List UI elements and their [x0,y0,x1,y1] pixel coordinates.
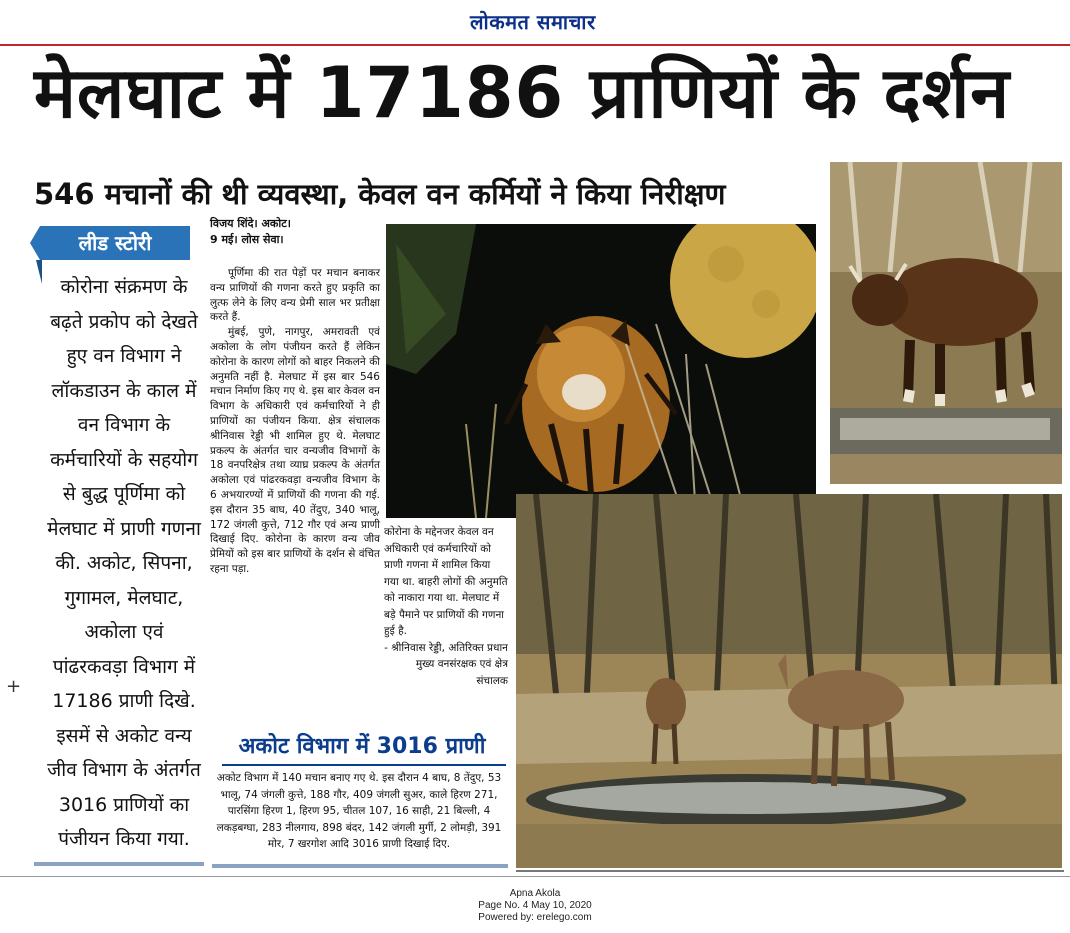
subsection-body: अकोट विभाग में 140 मचान बनाए गए थे. इस दौरान 4 बाघ, 8 तेंदुए, 53 भालू, 74 जंगली कुत्ते, 188 गौर, 409 जंगली सुअर, काले हिरण 271, पारसिंगा हिरण 1, हिरण 95, चीतल 107, 16 साही, 21 बिल्ली, 4 लकड़बग्घा, 283 नीलगाय, 898 बंदर, 142 जंगली मुर्गी, 2 लोमड़ी, 391 मोर, 7 खरगोश आदि 3016 प्राणी दिखाई दिए. [216,772,502,850]
lead-story-badge: लीड स्टोरी [40,226,190,260]
subheadline: 546 मचानों की थी व्यवस्था, केवल वन कर्मियों ने किया निरीक्षण [34,177,726,211]
subsection-divider [222,764,506,766]
deer-waterhole-photo [516,494,1062,868]
footer-divider [0,876,1070,877]
subsection-title: अकोट विभाग में 3016 प्राणी [238,734,486,759]
article-paragraph: मुंबई, पुणे, नागपुर, अमरावती एवं अकोला के लोग पंजीयन करते हैं लेकिन कोरोना के कारण लोगों को बाहर निकलने की अनुमति नहीं है. मेलघाट में इस बार 546 मचान निर्माण किए गए थे. इस बार केवल वन विभाग के अधिकारी एवं कर्मचारियों ने ही प्राणियों का पंजीयन किया. क्षेत्र संचालक श्रीनिवास रेड्डी भी शामिल हुए थे. मेलघाट प्रकल्प के अंतर्गत चार वन्यजीव विभागों के 18 वनपरिक्षेत्र तथा व्याघ्र प्रकल्प के अंतर्गत अकोला एवं पांढरकवड़ा वन्यजीव विभाग के 6 अभयारण्यों में प्राणियों की गणना की गई. इस दौरान 35 बाघ, 40 तेंदुए, 340 भालू, 172 जंगली कुत्ते, 712 गौर एवं अन्य प्राणी दिखाई दिए. कोरोना के कारण वन्य जीव प्रेमियों को इस बार प्राणियों के दर्शन से वंचित रहना पड़ा. [210,326,380,575]
quote-attribution: - श्रीनिवास रेड्डी, अतिरिक्त प्रधान मुख्य वनसंरक्षक एवं क्षेत्र संचालक [384,641,508,687]
tiger-photo [386,224,816,518]
footer [0,888,1070,924]
lead-divider [34,862,204,866]
article-paragraph: पूर्णिमा की रात पेड़ों पर मचान बनाकर वन्य प्राणियों की गणना करते हुए प्रकृति का लुत्फ लेने के लिए वन्य प्रेमी साल भर प्रतीक्षा करते हैं. [210,267,380,324]
headline: मेलघाट में 17186 प्राणियों के दर्शन [34,52,1011,134]
right-divider [516,870,1064,872]
byline-author: विजय शिंदे। अकोट। [210,217,291,230]
pull-quote [384,524,508,689]
footer-page-date: Page No. 4 May 10, 2020 [478,900,592,911]
newspaper-logo: लोकमत समाचार [470,10,596,34]
footer-publication: Apna Akola [509,888,561,899]
article-body [210,266,380,577]
gaur-photo [830,162,1062,484]
lead-text: कोरोना संक्रमण के बढ़ते प्रकोप को देखते हुए वन विभाग ने लॉकडाउन के काल में वन विभाग के कर्मचारियों के सहयोग से बुद्ध पूर्णिमा को मेलघाट में प्राणी गणना की. अकोट, सिपना, गुगामल, मेलघाट, अकोला एवं पांढरकवड़ा विभाग में 17186 प्राणी दिखे. इसमें से अकोट वन्य जीव विभाग के अंतर्गत 3016 प्राणियों का पंजीयन किया गया. [47,276,201,850]
quote-text: कोरोना के मद्देनजर केवल वन अधिकारी एवं कर्मचारियों को प्राणी गणना में शामिल किया गया था. बाहरी लोगों की अनुमति को नाकारा गया था. मेलघाट में बड़े पैमाने पर प्राणियों की गणना हुई है. [384,526,508,637]
crop-mark-icon: + [6,676,22,697]
mid-divider [212,864,508,868]
byline [210,216,380,248]
footer-powered-by: Powered by: erelego.com [478,912,592,923]
byline-date: 9 मई। लोस सेवा। [210,233,284,246]
masthead [0,0,1070,46]
